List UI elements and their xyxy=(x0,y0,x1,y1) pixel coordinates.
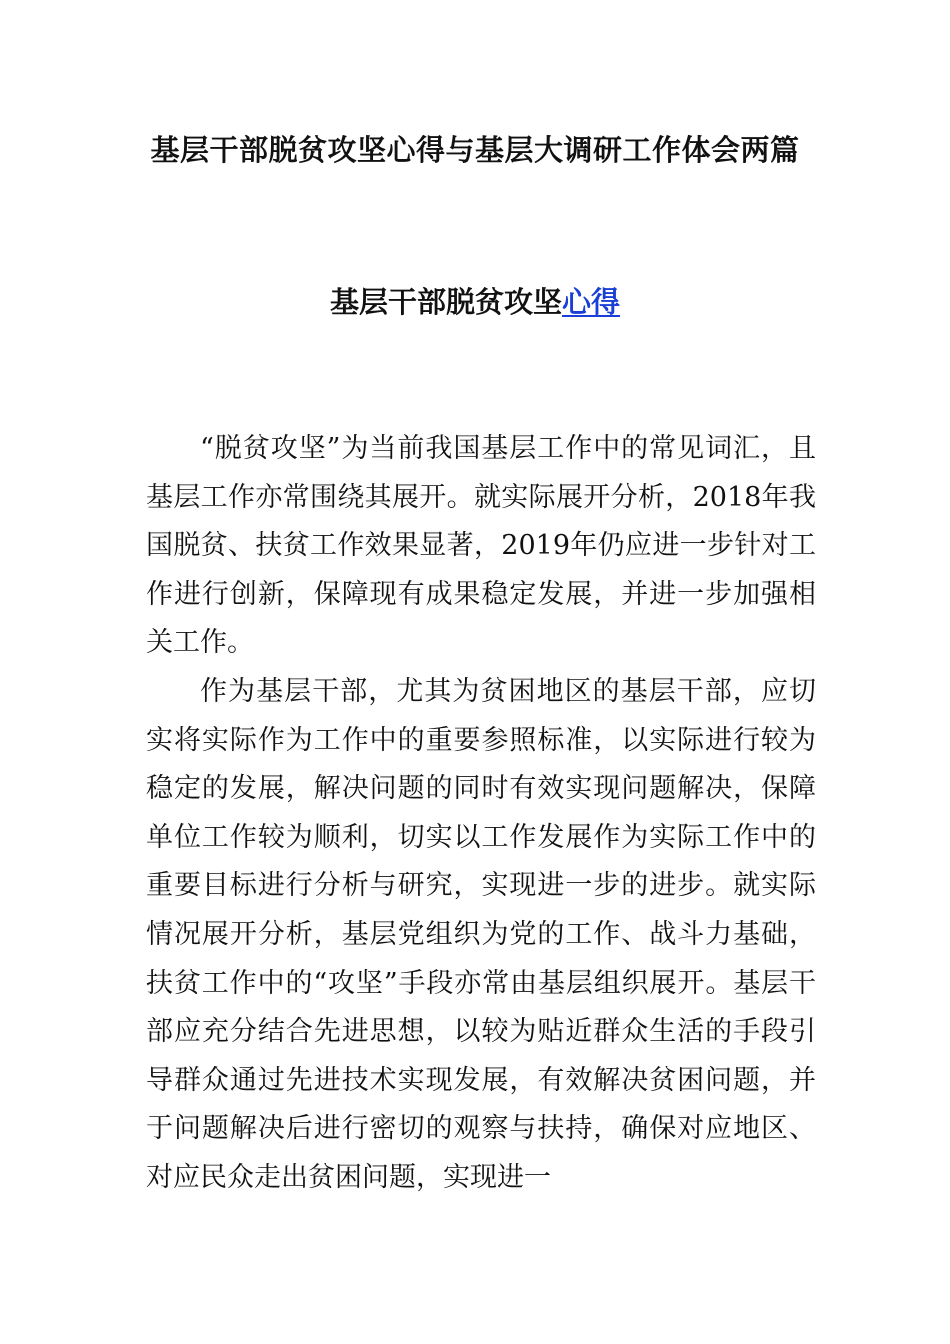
section-title-text: 基层干部脱贫攻坚 xyxy=(329,285,562,319)
section-title xyxy=(100,280,850,321)
paragraph-2: 作为基层干部，尤其为贫困地区的基层干部，应切实将实际作为工作中的重要参照标准，以实际进行较为稳定的发展，解决问题的同时有效实现问题解决，保障单位工作较为顺利，切实以工作发展作为实际工作中的重要目标进行分析与研究，实现进一步的进步。就实际情况展开分析，基层党组织为党的工作、战斗力基础，扶贫工作中的“攻坚”手段亦常由基层组织展开。基层干部应充分结合先进思想，以较为贴近群众生活的手段引导群众通过先进技术实现发展，有效解决贫困问题，并于问题解决后进行密切的观察与扶持，确保对应地区、对应民众走出贫困问题，实现进一 xyxy=(146,675,816,1193)
section-title-link[interactable]: 心得 xyxy=(562,285,621,319)
paragraph-1: “脱贫攻坚”为当前我国基层工作中的常见词汇，且基层工作亦常围绕其展开。就实际展开分析，2018年我国脱贫、扶贫工作效果显著，2019年仍应进一步针对工作进行创新，保障现有成果稳定发展，并进一步加强相关工作。 xyxy=(146,433,816,659)
document-body xyxy=(146,425,816,1203)
document-title: 基层干部脱贫攻坚心得与基层大调研工作体会两篇 xyxy=(150,133,800,167)
